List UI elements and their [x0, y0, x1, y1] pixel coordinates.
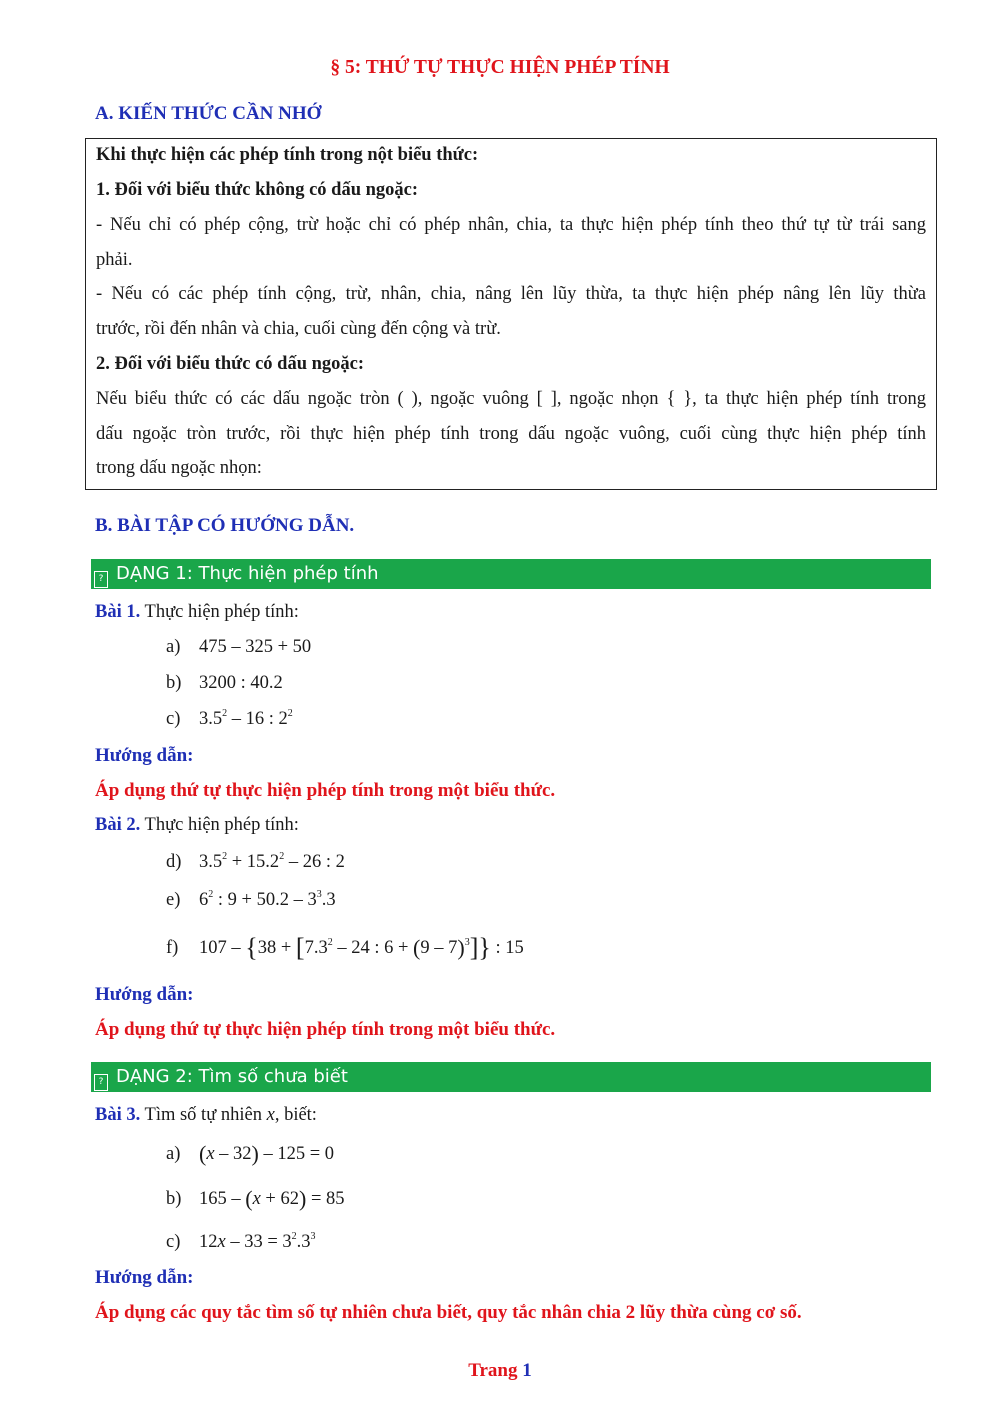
box-rule-1b-line2: trước, rồi đến nhân và chia, cuối cùng đến cộng và trừ.	[96, 319, 501, 339]
exercise-3-item-b: b) 165 – (x + 62) = 85	[166, 1186, 345, 1211]
footer-word: Trang	[468, 1360, 518, 1381]
exercise-1-item-a: a) 475 – 325 + 50	[166, 637, 312, 657]
footer-page-number: 1	[522, 1360, 532, 1381]
box-rule-1b-line1: - Nếu có các phép tính cộng, trừ, nhân, chia, nâng lên lũy thừa, ta thực hiện phép nâng lên lũy thừa	[96, 284, 926, 304]
exercise-2-text: Thực hiện phép tính:	[144, 815, 299, 835]
page-footer	[0, 1360, 1000, 1382]
box-rule-2-line1: Nếu biểu thức có các dấu ngoặc tròn ( ), ngoặc vuông [ ], ngoặc nhọn { }, ta thực hiện phép tính trong	[96, 389, 926, 409]
page-title: § 5: THỨ TỰ THỰC HIỆN PHÉP TÍNH	[330, 57, 670, 78]
section-b-heading: B. BÀI TẬP CÓ HƯỚNG DẪN.	[95, 515, 355, 536]
expression: $3.5^2 - 16$ : $2^2$	[199, 708, 293, 729]
box-rule-2-line2: dấu ngoặc tròn trước, rồi thực hiện phép tính trong dấu ngoặc vuông, cuối cùng thực hiện phép tính	[96, 424, 926, 444]
section-a-heading: A. KIẾN THỨC CẦN NHỚ	[95, 103, 322, 124]
exercise-1-item-c: c) $3.5^2 - 16$ : $2^2$	[166, 708, 293, 729]
expression: 165 – (x + 62) = 85	[199, 1186, 345, 1211]
dang-2-label: DẠNG 2: Tìm số chưa biết	[116, 1066, 348, 1087]
exercise-2-item-d: d) $3.5^2 + 15.2^2 - 26$ : 2	[166, 851, 345, 872]
exercise-3-label: Bài 3.	[95, 1105, 141, 1125]
exercise-1-label: Bài 1.	[95, 602, 141, 622]
guide-label-1: Hướng dẫn:	[95, 745, 194, 766]
missing-glyph-icon: ?	[94, 571, 108, 588]
expression: $12x - 33 = 3^2.3^3$	[199, 1231, 316, 1252]
guide-label-2: Hướng dẫn:	[95, 984, 194, 1005]
exercise-3-prompt: Bài 3. Tìm số tự nhiên x, biết:	[95, 1105, 317, 1125]
box-intro: Khi thực hiện các phép tính trong nột biểu thức:	[96, 145, 479, 165]
exercise-2-label: Bài 2.	[95, 815, 141, 835]
expression: $3.5^2 + 15.2^2 - 26$ : 2	[199, 851, 345, 872]
dang-2-banner	[91, 1062, 931, 1092]
guide-answer-3: Áp dụng các quy tắc tìm số tự nhiên chưa biết, quy tắc nhân chia 2 lũy thừa cùng cơ số.	[95, 1302, 802, 1323]
exercise-1-text: Thực hiện phép tính:	[144, 602, 299, 622]
exercise-3-text: Tìm số tự nhiên	[144, 1105, 262, 1125]
exercise-2-item-f: f) $107 - \{38 + [7.3^2 - 24$ : 6 + (9 – 7)$^3$]} : 15	[166, 933, 524, 962]
box-rule-1a-line2: phải.	[96, 250, 133, 270]
box-rule-1a-line1: - Nếu chỉ có phép cộng, trừ hoặc chỉ có phép nhân, chia, ta thực hiện phép tính theo thứ tự từ trái sang	[96, 215, 926, 235]
expression: 3200 : 40.2	[199, 673, 283, 693]
knowledge-box	[85, 138, 937, 490]
exercise-3-item-c: c) $12x - 33 = 3^2.3^3$	[166, 1231, 316, 1252]
dang-1-banner	[91, 559, 931, 589]
exercise-3-variable: x	[266, 1105, 275, 1125]
dang-1-label: DẠNG 1: Thực hiện phép tính	[116, 563, 379, 584]
guide-answer-1: Áp dụng thứ tự thực hiện phép tính trong một biểu thức.	[95, 780, 556, 801]
guide-answer-2: Áp dụng thứ tự thực hiện phép tính trong một biểu thức.	[95, 1019, 556, 1040]
box-rule-1-heading: 1. Đối với biểu thức không có dấu ngoặc:	[96, 180, 419, 200]
expression: 475 – 325 + 50	[199, 637, 312, 657]
guide-label-3: Hướng dẫn:	[95, 1267, 194, 1288]
missing-glyph-icon: ?	[94, 1074, 108, 1091]
exercise-1-prompt	[95, 602, 299, 623]
box-rule-2-heading: 2. Đối với biểu thức có dấu ngoặc:	[96, 354, 365, 374]
exercise-2-prompt	[95, 815, 299, 836]
box-rule-2-line3: trong dấu ngoặc nhọn:	[96, 458, 262, 478]
exercise-2-item-e: e) $6^2$ : $9 + 50.2 - 3^3.3$	[166, 889, 336, 910]
exercise-3-item-a: a) (x – 32) – 125 = 0	[166, 1141, 335, 1166]
expression: $6^2$ : $9 + 50.2 - 3^3.3$	[199, 889, 336, 910]
exercise-1-item-b: b) 3200 : 40.2	[166, 673, 283, 693]
expression: $107 - \{38 + [7.3^2 - 24$ : 6 + (9 – 7)$^3$]} : 15	[199, 933, 524, 962]
expression: (x – 32) – 125 = 0	[199, 1141, 335, 1166]
